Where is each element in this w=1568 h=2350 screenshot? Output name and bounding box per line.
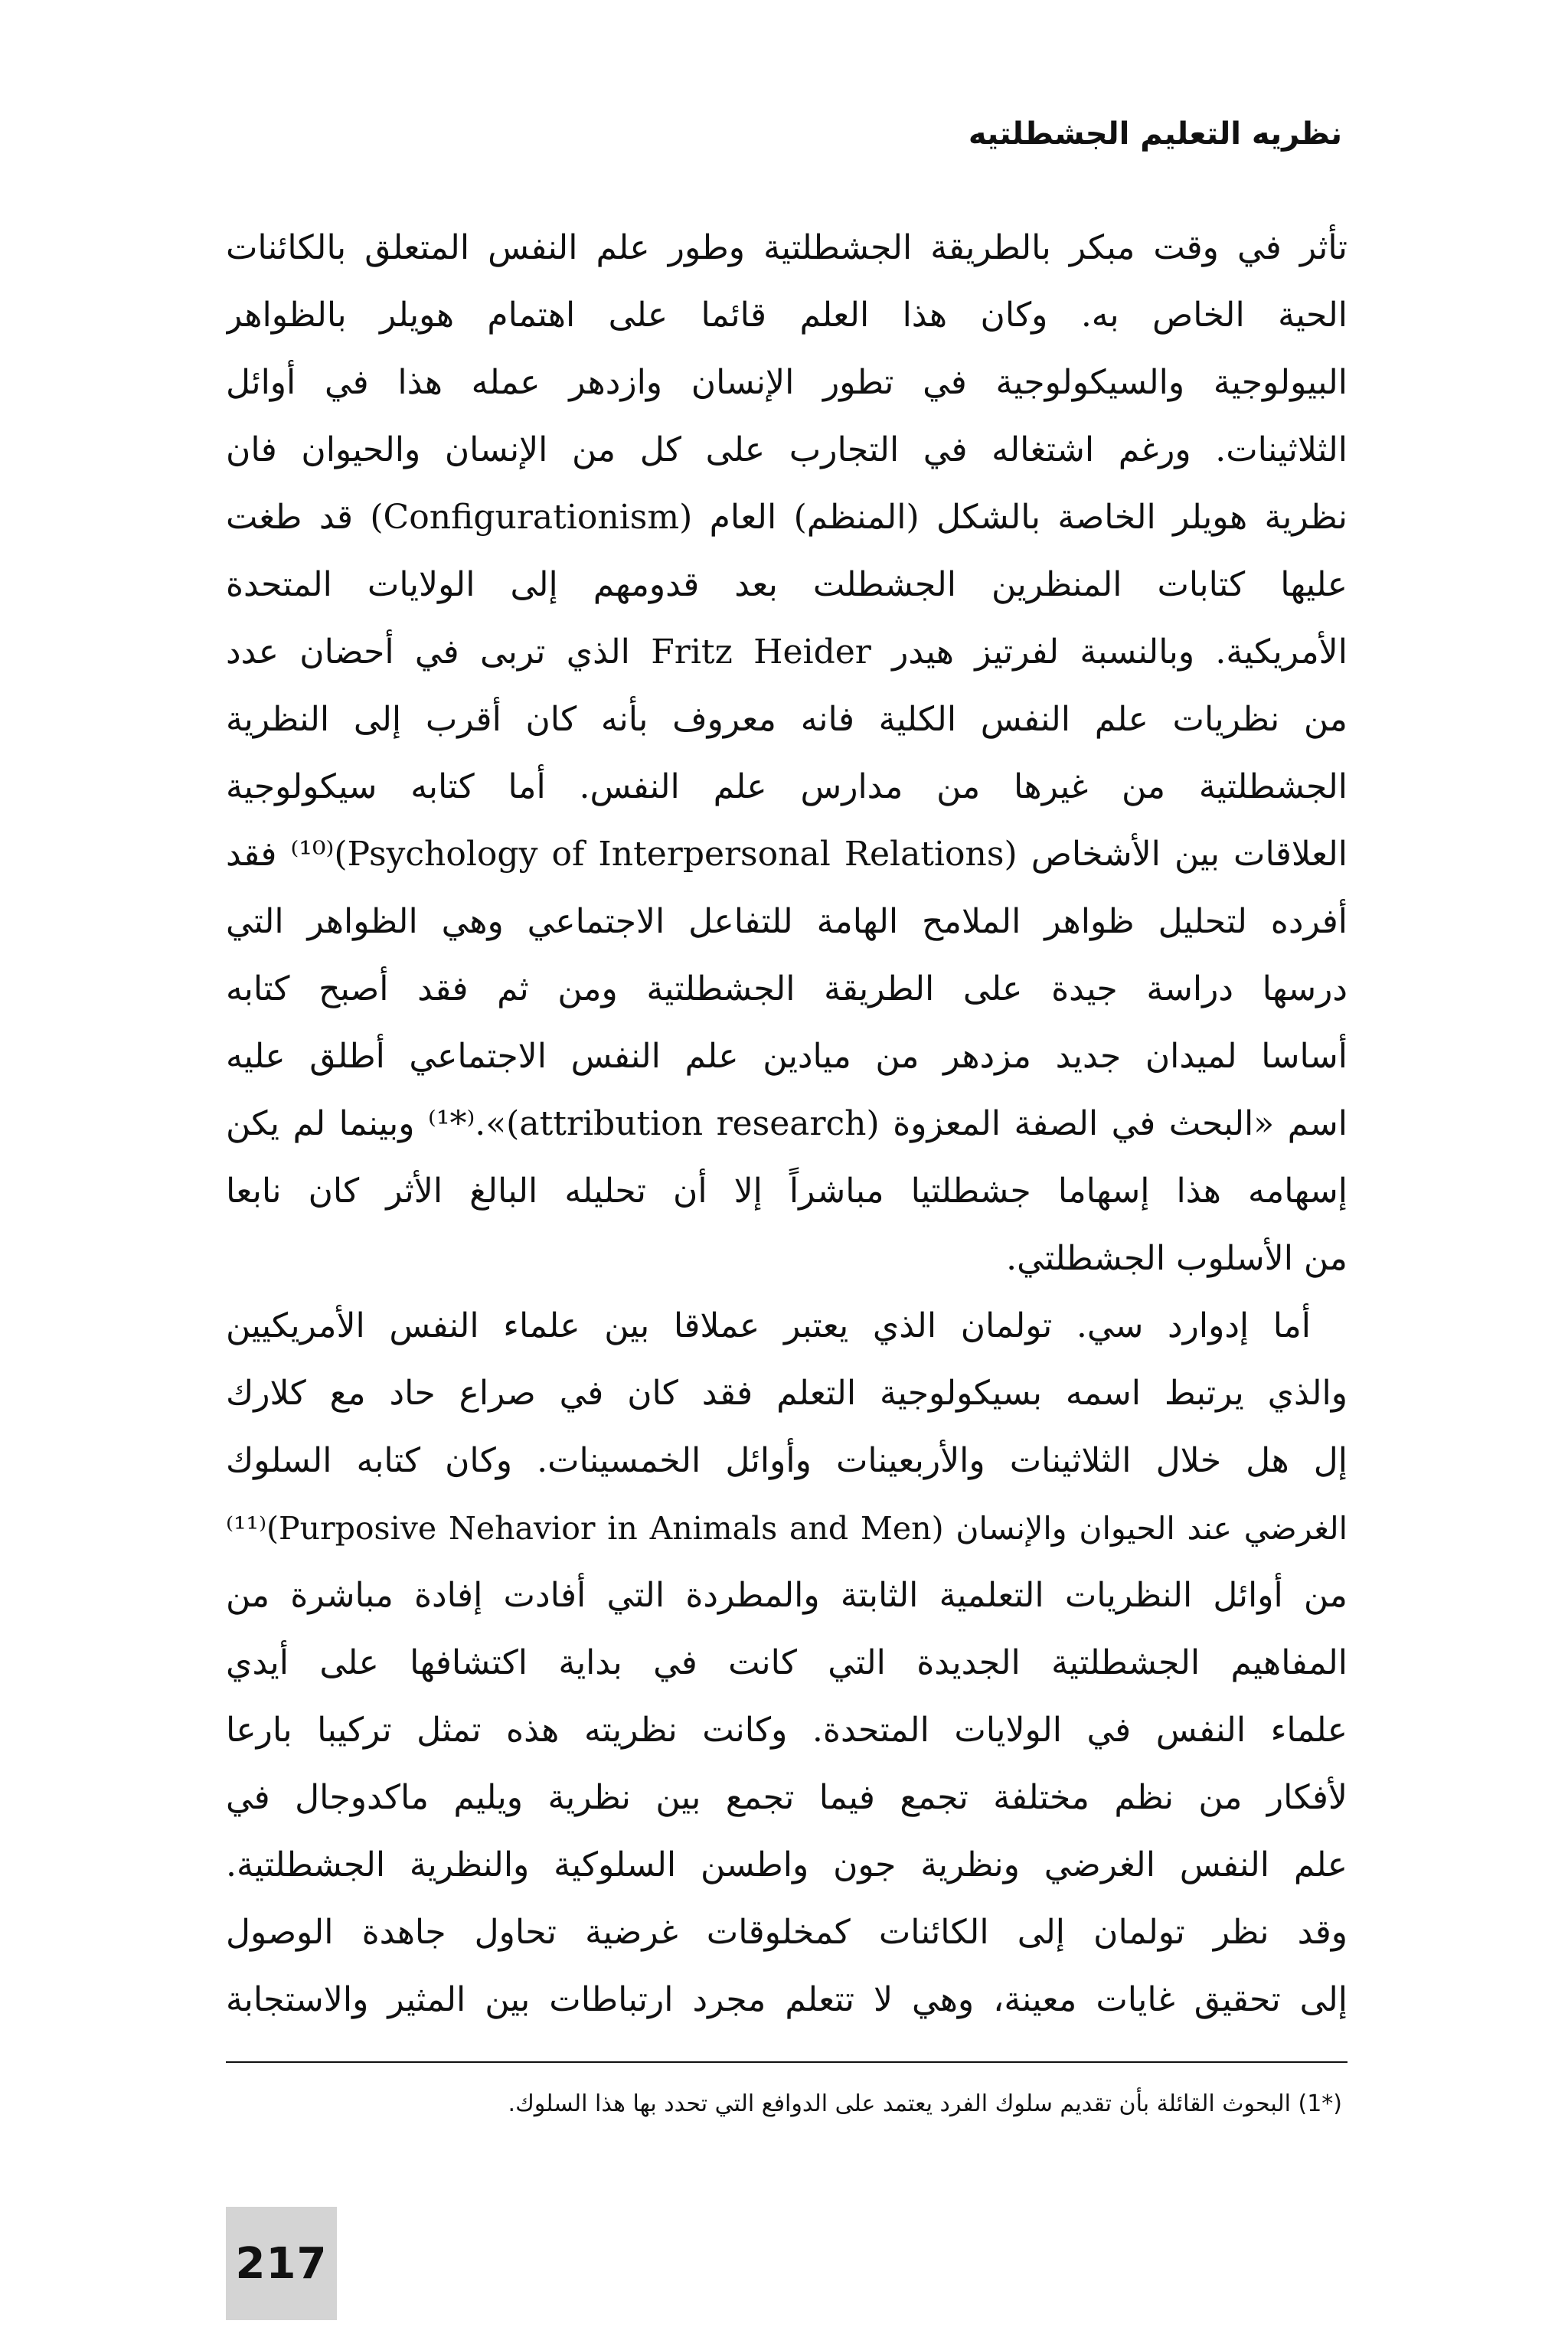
text-line: إلى تحقيق غايات معينة، وهي لا تتعلم مجرد ارتباطات بين المثير والاستجابة: [226, 1980, 1348, 2019]
text-line: من نظريات علم النفس الكلية فانه معروف بأنه كان أقرب إلى النظرية: [226, 700, 1348, 739]
page-number: 217: [235, 2238, 328, 2289]
text-line: المفاهيم الجشطلتية الجديدة التي كانت في بداية اكتشافها على أيدي: [226, 1643, 1348, 1682]
text-line: والذي يرتبط اسمه بسيكولوجية التعلم فقد كان في صراع حاد مع كلارك: [226, 1374, 1348, 1413]
text-line: إل هل خلال الثلاثينات والأربعينات وأوائل الخمسينات. وكان كتابه السلوك: [226, 1441, 1348, 1480]
text-line: الغرضي عند الحيوان والإنسان (Purposive Nehavior in Animals and Men)⁽¹¹⁾: [226, 1510, 1348, 1547]
text-line: إسهامه هذا إسهاما جشطلتيا مباشراً إلا أن تحليله البالغ الأثر كان نابعا: [226, 1172, 1348, 1211]
text-line: علم النفس الغرضي ونظرية جون واطسن السلوكية والنظرية الجشطلتية.: [226, 1845, 1348, 1884]
text-line: الأمريكية. وبالنسبة لفرتيز هيدر Fritz Heider الذي تربى في أحضان عدد: [226, 632, 1348, 672]
text-line: تأثر في وقت مبكر بالطريقة الجشطلتية وطور علم النفس المتعلق بالكائنات: [226, 228, 1348, 267]
footnote: (*1) البحوث القائلة بأن تقديم سلوك الفرد يعتمد على الدوافع التي تحدد بها هذا السلوك.: [508, 2090, 1342, 2117]
page-number-box: [226, 2207, 337, 2320]
running-header: نظريه التعليم الجشطلتيه: [968, 116, 1342, 152]
text-line: من أوائل النظريات التعلمية الثابتة والمطردة التي أفادت إفادة مباشرة من: [226, 1576, 1348, 1615]
text-line: وقد نظر تولمان إلى الكائنات كمخلوقات غرضية تحاول جاهدة الوصول: [226, 1913, 1348, 1952]
text-line: علماء النفس في الولايات المتحدة. وكانت نظريته هذه تمثل تركيبا بارعا: [226, 1711, 1348, 1750]
text-line: لأفكار من نظم مختلفة تجمع فيما تجمع بين نظرية ويليم ماكدوجال في: [226, 1778, 1348, 1817]
text-line: عليها كتابات المنظرين الجشطلت بعد قدومهم إلى الولايات المتحدة: [226, 565, 1348, 604]
text-line: العلاقات بين الأشخاص (Psychology of Interpersonal Relations)⁽¹⁰⁾ فقد: [226, 835, 1348, 874]
text-line: أساسا لميدان جديد مزدهر من ميادين علم النفس الاجتماعي أطلق عليه: [226, 1037, 1348, 1076]
text-line: الحية الخاص به. وكان هذا العلم قائما على اهتمام هويلر بالظواهر: [226, 296, 1348, 335]
body-text: [226, 214, 1348, 2034]
text-line: البيولوجية والسيكولوجية في تطور الإنسان وازدهر عمله هذا في أوائل: [226, 363, 1348, 402]
text-line: أفرده لتحليل ظواهر الملامح الهامة للتفاعل الاجتماعي وهي الظواهر التي: [226, 902, 1348, 941]
text-line: درسها دراسة جيدة على الطريقة الجشطلتية ومن ثم فقد أصبح كتابه: [226, 969, 1348, 1008]
text-line: من الأسلوب الجشطلتي.: [1006, 1239, 1348, 1278]
text-line: الثلاثينات. ورغم اشتغاله في التجارب على كل من الإنسان والحيوان فان: [226, 430, 1348, 469]
footnote-divider: [226, 2061, 1348, 2063]
text-line: نظرية هويلر الخاصة بالشكل (المنظم) العام (Configurationism) قد طغت: [226, 498, 1348, 537]
text-line: أما إدوارد سي. تولمان الذي يعتبر عملاقا بين علماء النفس الأمريكيين: [226, 1306, 1311, 1345]
text-line: الجشطلتية من غيرها من مدارس علم النفس. أما كتابه سيكولوجية: [226, 767, 1348, 806]
text-line: اسم «البحث في الصفة المعزوة (attribution research)».⁽*¹⁾ وبينما لم يكن: [226, 1104, 1348, 1143]
